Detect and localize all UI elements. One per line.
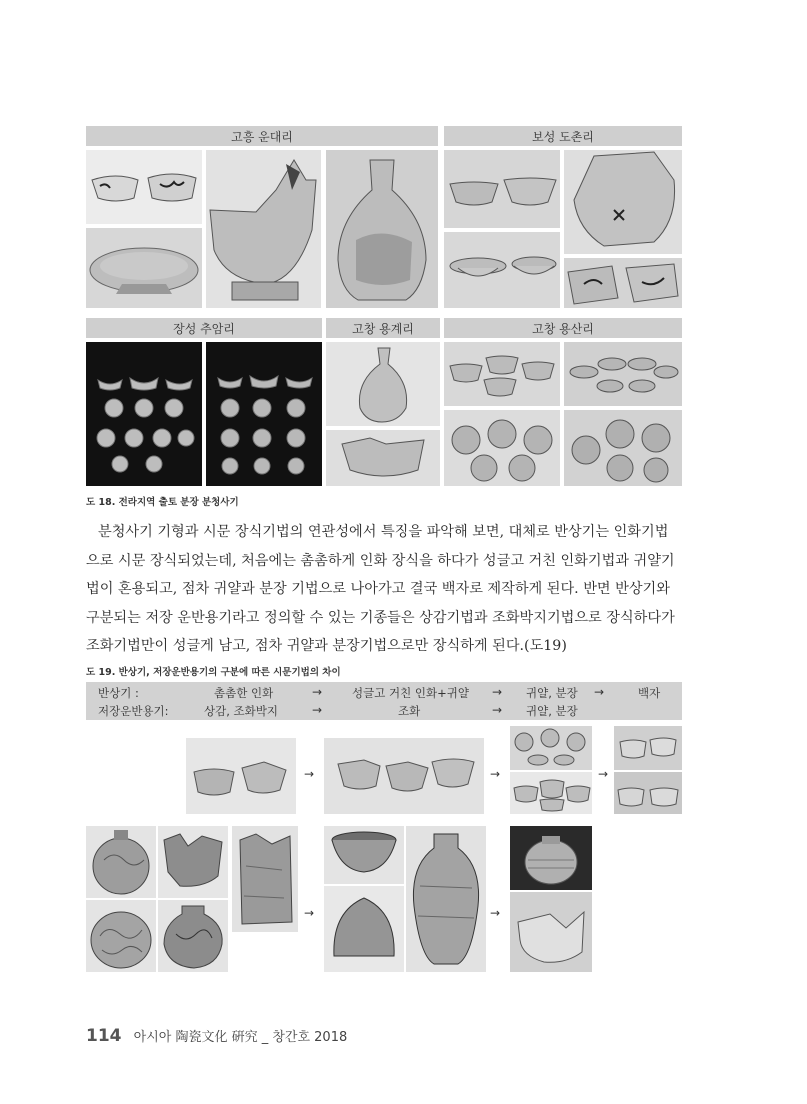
technique-table [86,682,682,720]
row1-stage4: 백자 [638,686,661,700]
arrow-icon: → [490,767,501,781]
body-paragraph [86,518,686,661]
photo-fig19-gwiyal-1 [510,726,592,770]
paragraph-line: 구분되는 저장 운반용기라고 정의할 수 있는 기종들은 상감기법과 조화박지기법으로 장식하다가 [86,609,675,626]
arrow-icon: → [492,685,503,699]
photo-fig19-white-2 [614,772,682,814]
photo-goheung-broken-bowl [206,150,321,308]
arrow-icon: → [598,767,609,781]
photo-fig19-bowls-dense [186,738,296,814]
paragraph-line: 조화기법만이 성글게 남고, 점차 귀얄과 분장기법으로만 장식하게 된다.(도19) [86,638,567,654]
photo-fig19-bowls-coarse [324,738,484,814]
arrow-icon: → [312,703,323,717]
header-goheung: 고흥 운대리 [86,126,438,146]
header-boseong: 보성 도촌리 [444,126,682,146]
photo-goheung-dish [86,228,202,308]
photo-fig19-tall-jar [406,826,486,972]
photo-yonggye-bottle [326,342,440,426]
row2-label: 저장운반용기: [98,704,169,718]
photo-fig19-flask-2 [86,900,156,972]
photo-fig19-jar-2 [158,900,228,972]
journal-title: 아시아 陶瓷文化 硏究 _ 창간호 2018 [133,1030,348,1045]
photo-jangseong-1 [86,342,202,486]
photo-boseong-shards-small [564,258,682,308]
page-number: 114 [86,1026,122,1046]
figure-18-caption: 도 18. 전라지역 출토 분장 분청사기 [86,497,239,508]
photo-goheung-bowls-small [86,150,202,224]
photo-fig19-jar-fragment [324,886,404,972]
row1-stage1: 촘촘한 인화 [214,686,274,700]
arrow-icon: → [492,703,503,717]
page-footer [86,1026,347,1046]
row1-stage2: 성글고 거친 인화+귀얄 [352,686,469,700]
photo-yonggye-bowl [326,430,440,486]
photo-yongsan-4 [564,410,682,486]
row2-stage1: 상감, 조화박지 [204,704,278,718]
photo-boseong-bowls-1 [444,150,560,228]
row1-stage3: 귀얄, 분장 [526,686,578,700]
photo-fig19-flask-1 [86,826,156,898]
row2-stage2: 조화 [398,704,421,718]
paragraph-line: 법이 혼용되고, 점차 귀얄과 분장 기법으로 나아가고 결국 백자로 제작하게 된다. 반면 반상기와 [86,581,670,597]
photo-fig19-jar-broken [158,826,228,898]
photo-jangseong-2 [206,342,322,486]
paragraph-line: 으로 시문 장식되었는데, 처음에는 촘촘하게 인화 장식을 하다가 성글고 거친 인화기법과 귀얄기 [86,552,675,569]
row2-stage3: 귀얄, 분장 [526,704,578,718]
photo-fig19-bowl-johwa [324,826,404,884]
header-gochang-yongsan: 고창 용산리 [444,318,682,338]
row1-label: 반상기 : [98,686,139,700]
photo-fig19-buncheong-jar [510,826,592,890]
paragraph-line: 분청사기 기형과 시문 장식기법의 연관성에서 특징을 파악해 보면, 대체로 반상기는 인화기법 [98,524,669,540]
photo-fig19-white-1 [614,726,682,770]
photo-yongsan-2 [564,342,682,406]
photo-yongsan-1 [444,342,560,406]
photo-fig19-white-jar-broken [510,892,592,972]
photo-goheung-bottle [326,150,438,308]
figure-19-caption: 도 19. 반상기, 저장운반용기의 구분에 따른 시문기법의 차이 [86,667,341,678]
arrow-icon: → [490,906,501,920]
photo-yongsan-3 [444,410,560,486]
arrow-icon: → [304,767,315,781]
photo-boseong-shard-large [564,150,682,254]
arrow-icon: → [304,906,315,920]
header-gochang-yonggye: 고창 용계리 [326,318,440,338]
photo-boseong-bowls-2 [444,232,560,308]
arrow-icon: → [594,685,605,699]
photo-fig19-shards-tall [232,826,298,932]
photo-fig19-gwiyal-2 [510,772,592,814]
header-jangseong: 장성 추암리 [86,318,322,338]
arrow-icon: → [312,685,323,699]
